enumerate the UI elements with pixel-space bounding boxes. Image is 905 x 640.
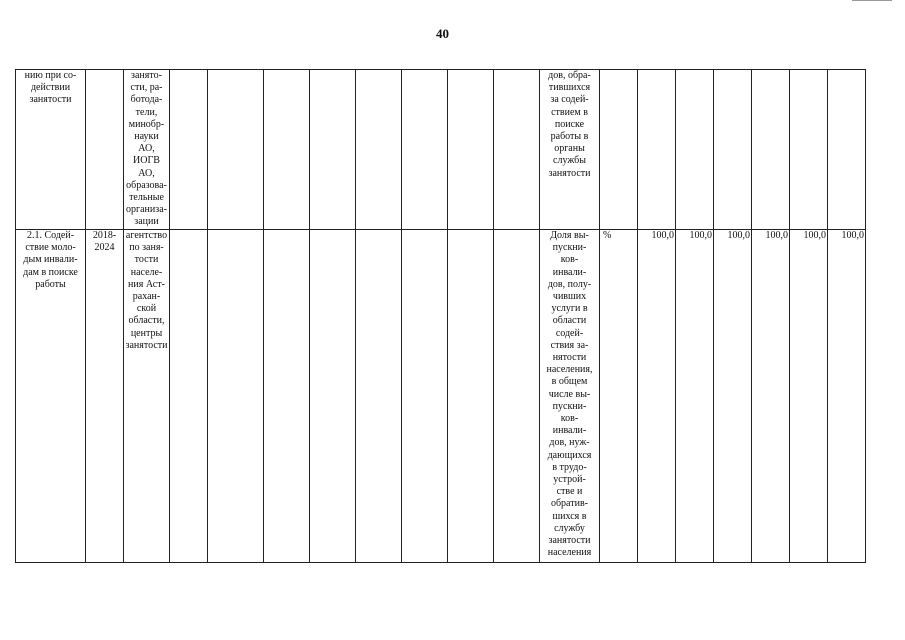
unit-cell — [600, 70, 638, 230]
value-cell — [638, 70, 676, 230]
activity-cell: 2.1. Содей- ствие моло- дым инвали- дам в поиске работы — [16, 230, 86, 563]
indicator-cell: дов, обра- тившихся за содей- ствием в поиске работы в органы службы занятости — [540, 70, 600, 230]
empty-cell — [494, 70, 540, 230]
value-cell — [676, 70, 714, 230]
page-number: 40 — [436, 26, 449, 41]
empty-cell — [448, 230, 494, 563]
activity-cell: нию при со- действии занятости — [16, 70, 86, 230]
empty-cell — [170, 230, 208, 563]
value-cell — [714, 70, 752, 230]
empty-cell — [448, 70, 494, 230]
period-cell: 2018- 2024 — [86, 230, 124, 563]
indicator-cell: Доля вы- пускни- ков- инвали- дов, полу- чивших услуги в области содей- ствия за- нятости населения, в общем числе вы- пускни- ков- инвали- дов, нуж- дающихся в трудо- устрой- стве и обратив- шихся в службу занятости населения — [540, 230, 600, 563]
table-row — [16, 70, 866, 230]
empty-cell — [356, 230, 402, 563]
value-cell: 100,0 — [676, 230, 714, 563]
period-cell — [86, 70, 124, 230]
empty-cell — [494, 230, 540, 563]
value-cell — [828, 70, 866, 230]
value-cell: 100,0 — [638, 230, 676, 563]
unit-cell: % — [600, 230, 638, 563]
program-table — [15, 69, 866, 563]
empty-cell — [310, 230, 356, 563]
value-cell: 100,0 — [714, 230, 752, 563]
empty-cell — [264, 70, 310, 230]
empty-cell — [402, 230, 448, 563]
executors-cell: агентство по заня- тости населе- ния Аст- рахан- ской области, центры занятости — [124, 230, 170, 563]
empty-cell — [310, 70, 356, 230]
executors-cell: занято- сти, ра- ботода- тели, минобр- науки АО, ИОГВ АО, образова- тельные организа- зации — [124, 70, 170, 230]
empty-cell — [402, 70, 448, 230]
empty-cell — [208, 70, 264, 230]
empty-cell — [170, 70, 208, 230]
table-row — [16, 230, 866, 563]
corner-scan-mark — [852, 0, 892, 4]
value-cell — [790, 70, 828, 230]
value-cell: 100,0 — [752, 230, 790, 563]
value-cell: 100,0 — [790, 230, 828, 563]
value-cell: 100,0 — [828, 230, 866, 563]
value-cell — [752, 70, 790, 230]
empty-cell — [208, 230, 264, 563]
empty-cell — [356, 70, 402, 230]
empty-cell — [264, 230, 310, 563]
